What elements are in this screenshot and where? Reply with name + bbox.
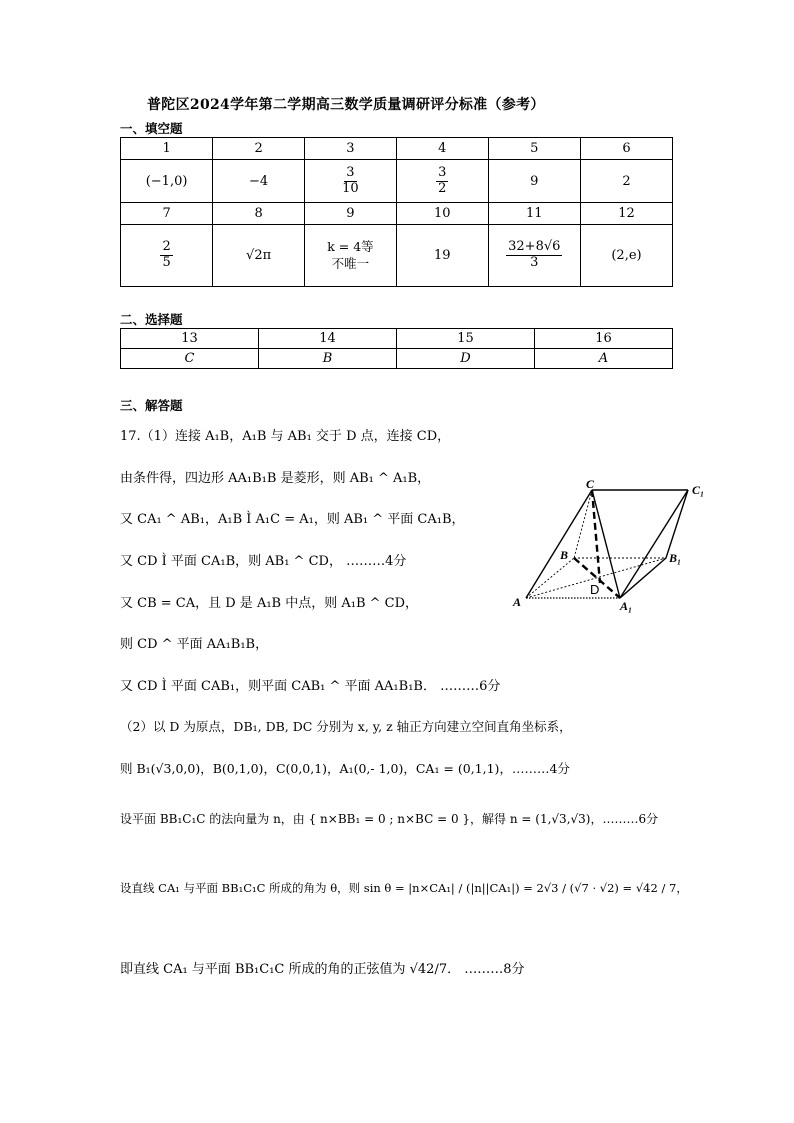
table-cell: 14 — [259, 329, 397, 349]
answer-3-num: 3 — [346, 164, 355, 180]
answer-1 — [121, 160, 213, 203]
table-cell: 9 — [305, 203, 397, 225]
answer-4-num: 3 — [438, 164, 447, 180]
table-cell: 7 — [121, 203, 213, 225]
table-cell: 5 — [488, 138, 580, 160]
edge-c-a — [526, 490, 592, 598]
answer-2-text: −4 — [249, 173, 269, 189]
answer-10-text: 19 — [433, 248, 451, 263]
solution-line: 由条件得，四边形 AA₁B₁B 是菱形，则 AB₁ ^ A₁B， — [120, 471, 431, 486]
table-cell: 1 — [121, 138, 213, 160]
answer-12 — [580, 225, 672, 287]
answer-5 — [488, 160, 580, 203]
table-cell: 11 — [488, 203, 580, 225]
answer-7 — [121, 225, 213, 287]
edge-c1-b1 — [666, 490, 688, 558]
label-c1: C₁ — [692, 483, 705, 497]
section-solution-heading: 三、解答题 — [120, 398, 183, 413]
table-cell: B — [259, 349, 397, 369]
edge-c-b — [574, 490, 592, 558]
answer-12-text: (2,e) — [611, 248, 642, 263]
edge-c1-a1 — [620, 490, 688, 598]
table-cell: C — [121, 349, 259, 369]
solution-line: 即直线 CA₁ 与平面 BB₁C₁C 所成的角的正弦值为 √42/7． ………8分 — [120, 962, 525, 977]
solution-line: 设平面 BB₁C₁C 的法向量为 n，由 { n×BB₁ = 0 ; n×BC = 0 }，解得 n = (1,√3,√3)，………6分 — [120, 812, 659, 826]
choice-answer-table — [120, 328, 673, 369]
solution-line: 17.（1）连接 A₁B，A₁B 与 AB₁ 交于 D 点，连接 CD， — [120, 429, 451, 444]
answer-9 — [305, 225, 397, 287]
table-cell: A — [535, 349, 673, 369]
fraction — [506, 240, 562, 271]
label-b1: B₁ — [669, 551, 682, 565]
answer-8-text: √2π — [246, 248, 272, 263]
section-choice-heading: 二、选择题 — [120, 312, 183, 327]
answer-10 — [396, 225, 488, 287]
fraction — [340, 166, 361, 197]
section-fill-heading: 一、填空题 — [120, 121, 183, 136]
solution-line: 则 CD ^ 平面 AA₁B₁B， — [120, 637, 269, 652]
table-cell: 3 — [305, 138, 397, 160]
answer-1-text: (−1,0) — [145, 173, 188, 189]
table-cell: 16 — [535, 329, 673, 349]
answer-3-den: 10 — [342, 180, 359, 196]
fill-answer-table — [120, 137, 673, 287]
table-cell: 8 — [213, 203, 305, 225]
answer-4-den: 2 — [438, 180, 447, 196]
table-cell: D — [397, 349, 535, 369]
solution-line: 又 CD Ì 平面 CAB₁，则平面 CAB₁ ^ 平面 AA₁B₁B． ………6分 — [120, 679, 501, 694]
solution-line: 又 CD Ì 平面 CA₁B，则 AB₁ ^ CD， ………4分 — [120, 554, 407, 569]
answer-7-den: 5 — [162, 255, 171, 270]
solution-line: 则 B₁(√3,0,0)，B(0,1,0)，C(0,0,1)，A₁(0,- 1,0)，CA₁ = (0,1,1)，………4分 — [120, 761, 570, 776]
answer-11-den: 3 — [530, 255, 539, 270]
answer-5-text: 9 — [530, 173, 539, 189]
solution-line: 又 CB = CA，且 D 是 A₁B 中点，则 A₁B ^ CD， — [120, 596, 419, 611]
solution-line: 又 CA₁ ^ AB₁，A₁B Ì A₁C = A₁，则 AB₁ ^ 平面 CA₁B， — [120, 512, 465, 527]
label-b: B — [560, 548, 569, 562]
table-cell: 10 — [396, 203, 488, 225]
prism-figure — [508, 478, 720, 618]
label-a: A — [513, 595, 522, 609]
answer-6 — [580, 160, 672, 203]
label-c: C — [586, 478, 595, 491]
answer-11-num: 32+8√6 — [508, 239, 561, 255]
edge-b1-a1 — [620, 558, 666, 598]
table-cell: 12 — [580, 203, 672, 225]
answer-11 — [488, 225, 580, 287]
edge-a-b — [526, 558, 574, 598]
answer-4 — [396, 160, 488, 203]
table-cell: 15 — [397, 329, 535, 349]
answer-7-num: 2 — [162, 239, 171, 255]
solution-line: 设直线 CA₁ 与平面 BB₁C₁C 所成的角为 θ，则 sin θ = |n×CA₁| / (|n||CA₁|) = 2√3 / (√7 · √2) = √42 / 7， — [120, 881, 688, 895]
table-cell: 6 — [580, 138, 672, 160]
label-a1: A₁ — [620, 599, 633, 613]
answer-3 — [305, 160, 397, 203]
solution-line: （2）以 D 为原点，DB₁, DB, DC 分别为 x, y, z 轴正方向建立空间直角坐标系， — [120, 719, 572, 734]
fraction — [160, 240, 172, 271]
answer-6-text: 2 — [622, 173, 631, 189]
fraction — [436, 166, 448, 197]
table-cell: 4 — [396, 138, 488, 160]
answer-2 — [213, 160, 305, 203]
table-cell: 13 — [121, 329, 259, 349]
page-title: 普陀区2024学年第二学期高三数学质量调研评分标准（参考） — [147, 97, 545, 113]
label-d: D — [590, 582, 600, 597]
answer-8 — [213, 225, 305, 287]
table-cell: 2 — [213, 138, 305, 160]
answer-9-text: k = 4等 不唯一 — [327, 238, 374, 271]
